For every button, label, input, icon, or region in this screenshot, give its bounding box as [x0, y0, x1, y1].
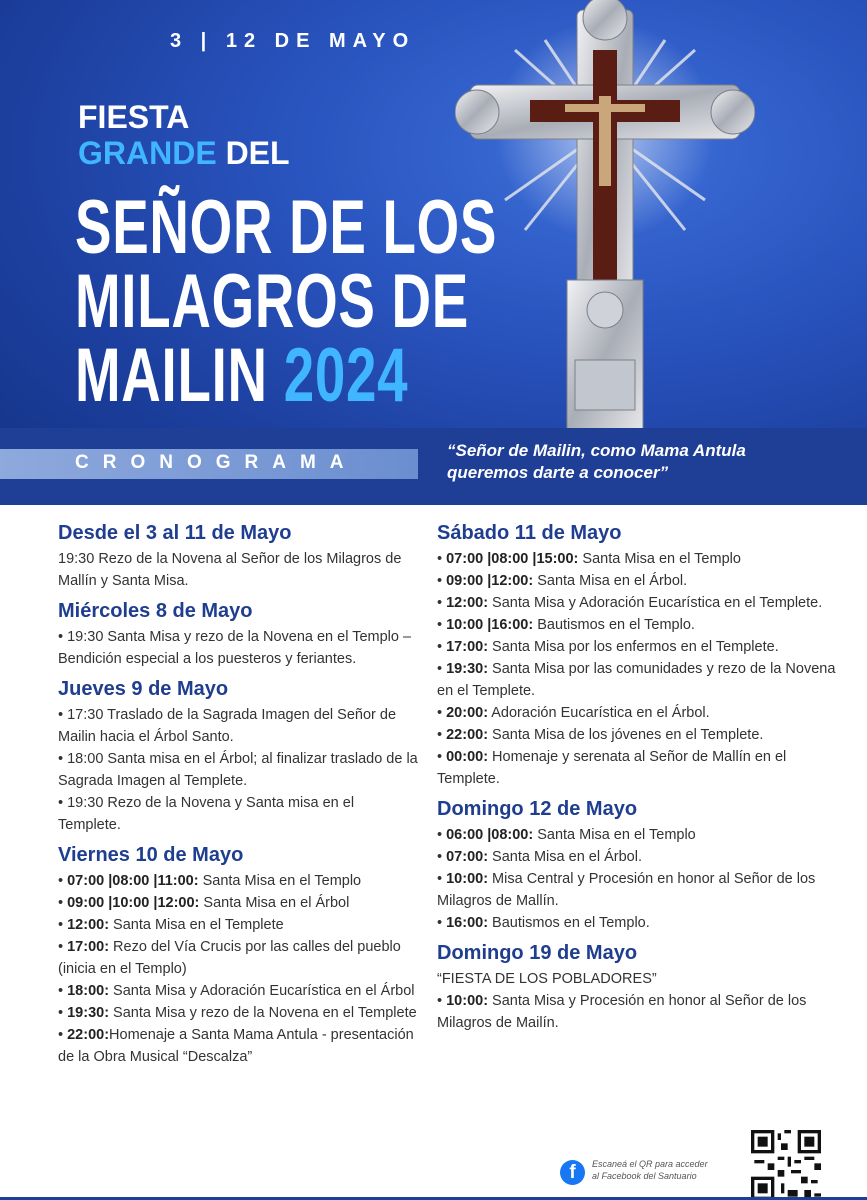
list-item: • 09:00 |12:00: Santa Misa en el Árbol.	[437, 573, 688, 589]
title-fiesta: FIESTA	[78, 99, 190, 135]
list-item: • 17:00: Rezo del Vía Crucis por las calles del pueblo (inicia en el Templo)	[58, 939, 401, 977]
section-title: Viernes 10 de Mayo	[58, 844, 244, 866]
event-dates: 3 | 12 DE MAYO	[170, 30, 416, 52]
title-grande-del	[78, 136, 290, 170]
list-item: • 18:00: Santa Misa y Adoración Eucarística en el Árbol	[58, 983, 415, 999]
section-subtitle: “FIESTA DE LOS POBLADORES”	[437, 971, 657, 987]
header-quote	[447, 440, 746, 484]
section-text: 19:30 Rezo de la Novena al Señor de los Milagros de Mallín y Santa Misa.	[58, 551, 402, 589]
title-grande: GRANDE	[78, 135, 217, 171]
section-title: Miércoles 8 de Mayo	[58, 600, 253, 622]
section-title: Sábado 11 de Mayo	[437, 522, 622, 544]
section-title: Domingo 12 de Mayo	[437, 798, 638, 820]
cronograma-label: CRONOGRAMA	[75, 452, 358, 473]
section-title: Domingo 19 de Mayo	[437, 942, 638, 964]
cross-image	[455, 0, 755, 430]
schedule-right-column	[437, 520, 837, 1034]
cronograma-label-box	[0, 449, 418, 479]
title-del: DEL	[216, 135, 290, 171]
quote-line-2: queremos darte a conocer”	[447, 463, 669, 482]
list-item: • 22:00:Homenaje a Santa Mama Antula - presentación de la Obra Musical “Descalza”	[58, 1027, 414, 1065]
facebook-icon[interactable]: f	[560, 1160, 585, 1185]
list-item: • 07:00: Santa Misa en el Árbol.	[437, 849, 642, 865]
title-line-1: SEÑOR DE LOS	[75, 185, 498, 270]
list-item: • 17:30 Traslado de la Sagrada Imagen del Señor de Mailin hacia el Árbol Santo.	[58, 707, 397, 745]
title-year: 2024	[283, 333, 409, 418]
list-item: • 19:30: Santa Misa y rezo de la Novena en el Templete	[58, 1005, 417, 1021]
list-item: • 18:00 Santa misa en el Árbol; al finalizar traslado de la Sagrada Imagen al Templete.	[58, 751, 418, 789]
list-item: • 17:00: Santa Misa por los enfermos en el Templete.	[437, 639, 779, 655]
section-title: Jueves 9 de Mayo	[58, 678, 229, 700]
schedule-left-column	[58, 520, 418, 1068]
title-line-2: MILAGROS DE	[75, 259, 470, 344]
list-item: • 07:00 |08:00 |15:00: Santa Misa en el Templo	[437, 551, 741, 567]
list-item: • 12:00: Santa Misa y Adoración Eucarística en el Templete.	[437, 595, 823, 611]
list-item: • 07:00 |08:00 |11:00: Santa Misa en el Templo	[58, 873, 362, 889]
list-item: • 19:30: Santa Misa por las comunidades y rezo de la Novena en el Templete.	[437, 661, 836, 699]
list-item: • 16:00: Bautismos en el Templo.	[437, 915, 650, 931]
list-item: • 12:00: Santa Misa en el Templete	[58, 917, 284, 933]
list-item: • 06:00 |08:00: Santa Misa en el Templo	[437, 827, 696, 843]
list-item: • 19:30 Rezo de la Novena y Santa misa en el Templete.	[58, 795, 355, 833]
list-item: • 20:00: Adoración Eucarística en el Árbol.	[437, 705, 710, 721]
title-mailin: MAILIN	[75, 333, 284, 418]
section-title: Desde el 3 al 11 de Mayo	[58, 522, 292, 544]
list-item: • 19:30 Santa Misa y rezo de la Novena en el Templo – Bendición especial a los puesteros y feriantes.	[58, 629, 412, 667]
qr-code[interactable]	[748, 1130, 824, 1200]
list-item: • 10:00: Misa Central y Procesión en honor al Señor de los Milagros de Mallín.	[437, 871, 816, 909]
header-banner	[0, 0, 867, 505]
list-item: • 00:00: Homenaje y serenata al Señor de Mallín en el Templete.	[437, 749, 787, 787]
title-line-3	[75, 333, 409, 418]
list-item: • 09:00 |10:00 |12:00: Santa Misa en el Árbol	[58, 895, 350, 911]
quote-line-1: “Señor de Mailin, como Mama Antula	[447, 441, 746, 460]
list-item: • 10:00: Santa Misa y Procesión en honor al Señor de los Milagros de Mailín.	[437, 993, 807, 1031]
list-item: • 10:00 |16:00: Bautismos en el Templo.	[437, 617, 695, 633]
facebook-caption: Escaneá el QR para acceder al Facebook del Santuario	[592, 1159, 708, 1181]
list-item: • 22:00: Santa Misa de los jóvenes en el Templete.	[437, 727, 764, 743]
